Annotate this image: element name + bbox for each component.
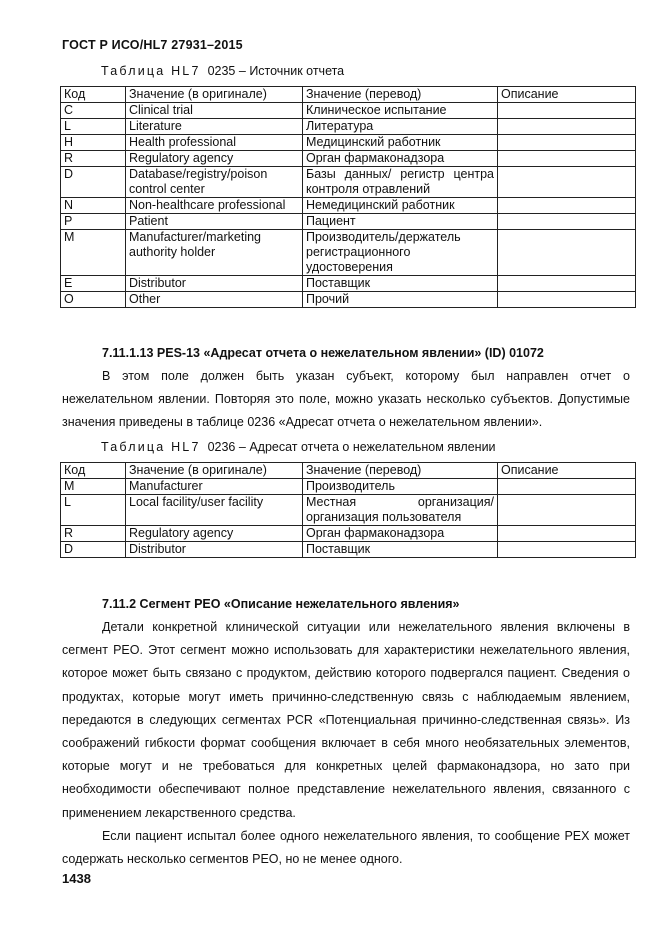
cell-code: R xyxy=(61,151,126,167)
cell-code: P xyxy=(61,214,126,230)
cell-translation: Клиническое испытание xyxy=(303,103,498,119)
cell-code: C xyxy=(61,103,126,119)
cell-translation: Прочий xyxy=(303,292,498,308)
table1-caption-title: Источник отчета xyxy=(249,64,345,78)
section-heading-7-11-2: 7.11.2 Сегмент PEO «Описание нежелательного явления» xyxy=(102,597,460,611)
cell-translation: Литература xyxy=(303,119,498,135)
table-header-row xyxy=(61,87,636,103)
cell-code: M xyxy=(61,230,126,276)
cell-original: Database/registry/poison control center xyxy=(126,167,303,198)
cell-description xyxy=(498,135,636,151)
cell-code: D xyxy=(61,167,126,198)
cell-description xyxy=(498,526,636,542)
column-header-original: Значение (в оригинале) xyxy=(126,87,303,103)
cell-code: E xyxy=(61,276,126,292)
table-row xyxy=(61,276,636,292)
table1-caption-number: 0235 xyxy=(207,64,236,78)
table-row xyxy=(61,119,636,135)
table-0236 xyxy=(60,462,636,558)
table2-caption-number: 0236 xyxy=(207,440,236,454)
table-0235 xyxy=(60,86,636,308)
table-row xyxy=(61,542,636,558)
table2-caption-dash: – xyxy=(238,440,246,454)
cell-translation: Орган фармаконадзора xyxy=(303,151,498,167)
cell-original: Literature xyxy=(126,119,303,135)
cell-description xyxy=(498,151,636,167)
cell-translation: Местная организация/организация пользователя xyxy=(303,495,498,526)
table-row xyxy=(61,167,636,198)
column-header-code: Код xyxy=(61,463,126,479)
table-row xyxy=(61,103,636,119)
column-header-original: Значение (в оригинале) xyxy=(126,463,303,479)
cell-translation: Медицинский работник xyxy=(303,135,498,151)
column-header-translation: Значение (перевод) xyxy=(303,463,498,479)
column-header-translation: Значение (перевод) xyxy=(303,87,498,103)
cell-translation: Производитель xyxy=(303,479,498,495)
cell-code: M xyxy=(61,479,126,495)
cell-code: L xyxy=(61,119,126,135)
cell-description xyxy=(498,119,636,135)
cell-translation: Производитель/держатель регистрационного удостоверения xyxy=(303,230,498,276)
table-row xyxy=(61,151,636,167)
cell-original: Clinical trial xyxy=(126,103,303,119)
cell-code: H xyxy=(61,135,126,151)
cell-original: Patient xyxy=(126,214,303,230)
table-row xyxy=(61,135,636,151)
paragraph: В этом поле должен быть указан субъект, которому был направлен отчет о нежелательном явлении. Повторяя это поле, можно указать несколько субъектов. Допустимые значения приведены в таблице 0236 «Адресат отчета о нежелательном явлении». xyxy=(62,369,630,430)
table2-caption-title: Адресат отчета о нежелательном явлении xyxy=(249,440,496,454)
cell-description xyxy=(498,103,636,119)
cell-original: Regulatory agency xyxy=(126,526,303,542)
paragraph: Детали конкретной клинической ситуации или нежелательного явления включены в сегмент PEO. Этот сегмент можно использовать для характеристики нежелательного явления, которое может быть связано с продуктом, действию которого подвергался пациент. Сведения о продуктах, которые могут иметь причинно-следственную связь с наблюдаемым явлением, передаются в следующих сегментах PCR «Потенциальная причинно-следственная связь». Из соображений гибкости формат сообщения включает в себя много необязательных элементов, которые могут и не требоваться для конкретных целей фармаконадзора, но зато при необходимости обеспечивают полное представление нежелательного явления, связанного с применением лекарственного средства. xyxy=(62,620,630,820)
cell-description xyxy=(498,230,636,276)
cell-original: Local facility/user facility xyxy=(126,495,303,526)
cell-description xyxy=(498,214,636,230)
cell-code: R xyxy=(61,526,126,542)
table2-caption-prefix: Таблица HL7 xyxy=(101,440,201,454)
page-number: 1438 xyxy=(62,871,91,886)
cell-translation: Пациент xyxy=(303,214,498,230)
cell-description xyxy=(498,276,636,292)
table2-caption xyxy=(101,440,496,454)
cell-original: Non-healthcare professional xyxy=(126,198,303,214)
table1-caption xyxy=(101,64,344,78)
cell-original: Regulatory agency xyxy=(126,151,303,167)
table-header-row xyxy=(61,463,636,479)
column-header-code: Код xyxy=(61,87,126,103)
cell-translation: Поставщик xyxy=(303,276,498,292)
table-row xyxy=(61,495,636,526)
cell-original: Manufacturer/marketing authority holder xyxy=(126,230,303,276)
cell-code: D xyxy=(61,542,126,558)
table-row xyxy=(61,526,636,542)
cell-description xyxy=(498,495,636,526)
cell-description xyxy=(498,167,636,198)
document-header: ГОСТ Р ИСО/HL7 27931–2015 xyxy=(62,38,243,52)
table-row xyxy=(61,214,636,230)
cell-original: Distributor xyxy=(126,542,303,558)
column-header-description: Описание xyxy=(498,87,636,103)
table-row xyxy=(61,479,636,495)
cell-code: O xyxy=(61,292,126,308)
cell-translation: Базы данных/ регистр центра контроля отравлений xyxy=(303,167,498,198)
column-header-description: Описание xyxy=(498,463,636,479)
table-row xyxy=(61,230,636,276)
section-7-11-1-13-body xyxy=(62,365,630,435)
cell-original: Distributor xyxy=(126,276,303,292)
paragraph: Если пациент испытал более одного нежелательного явления, то сообщение PEX может содержать несколько сегментов PEO, но не менее одного. xyxy=(62,828,630,867)
cell-description xyxy=(498,479,636,495)
cell-translation: Поставщик xyxy=(303,542,498,558)
table1-caption-dash: – xyxy=(238,64,246,78)
cell-code: L xyxy=(61,495,126,526)
table-row xyxy=(61,292,636,308)
table-row xyxy=(61,198,636,214)
cell-description xyxy=(498,198,636,214)
cell-code: N xyxy=(61,198,126,214)
cell-description xyxy=(498,542,636,558)
cell-translation: Немедицинский работник xyxy=(303,198,498,214)
cell-translation: Орган фармаконадзора xyxy=(303,526,498,542)
section-heading-7-11-1-13: 7.11.1.13 PES-13 «Адресат отчета о нежелательном явлении» (ID) 01072 xyxy=(102,346,544,360)
cell-original: Manufacturer xyxy=(126,479,303,495)
cell-description xyxy=(498,292,636,308)
cell-original: Other xyxy=(126,292,303,308)
section-7-11-2-body xyxy=(62,616,630,871)
cell-original: Health professional xyxy=(126,135,303,151)
table1-caption-prefix: Таблица HL7 xyxy=(101,64,201,78)
